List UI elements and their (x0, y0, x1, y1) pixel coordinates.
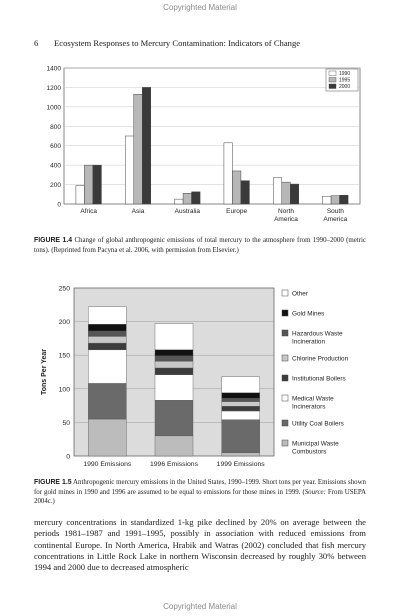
figure-1-4-label: FIGURE 1.4 (34, 237, 73, 244)
bar-segment-1999-emissions-utility-coal-boilers (222, 420, 260, 453)
x-tick-label-asia: Asia (131, 208, 145, 215)
legend-label-hazardous-waste-incineration: Hazardous Waste (292, 330, 343, 338)
bar-segment-1999-emissions-municipal-waste-combustors (222, 453, 260, 456)
page-number: 6 (34, 38, 39, 48)
bar-asia-2000 (142, 87, 151, 204)
bar-segment-1990-emissions-hazardous-waste-incineration (88, 331, 126, 336)
x-tick-label-south-america: America (323, 216, 348, 223)
bar-segment-1999-emissions-hazardous-waste-incineration (222, 398, 260, 401)
legend-swatch-chlorine-production (282, 355, 288, 361)
y-tick-label-200: 200 (58, 319, 70, 327)
bar-asia-1995 (134, 94, 143, 204)
y-tick-label-1400: 1400 (46, 65, 61, 73)
legend-swatch-2000 (329, 84, 336, 89)
bar-australia-2000 (192, 192, 201, 204)
x-tick-label-europe: Europe (226, 208, 248, 215)
plot-area (64, 68, 360, 204)
bar-north-america-1990 (273, 178, 282, 204)
legend-swatch-institutional-boilers (282, 375, 288, 381)
bar-south-america-1990 (323, 196, 332, 204)
y-tick-label-600: 600 (50, 143, 61, 151)
y-tick-label-1200: 1200 (46, 84, 61, 92)
legend-swatch-medical-waste-incinerators (282, 395, 288, 401)
legend-swatch-hazardous-waste-incineration (282, 330, 288, 336)
legend-swatch-other (282, 290, 288, 296)
y-tick-label-800: 800 (50, 123, 61, 131)
legend-label-medical-waste-incinerators: Incinerators (292, 403, 326, 411)
bar-segment-1996-emissions-municipal-waste-combustors (155, 436, 193, 456)
x-tick-label-north-america: North (278, 208, 294, 215)
figure-1-5-source-label: Source: (304, 488, 326, 496)
bar-segment-1999-emissions-chlorine-production (222, 402, 260, 407)
bar-segment-1996-emissions-other (155, 324, 193, 350)
copyright-notice-top: Copyrighted Material (163, 3, 237, 12)
legend-swatch-municipal-waste-combustors (282, 440, 288, 446)
bar-segment-1990-emissions-chlorine-production (88, 336, 126, 343)
y-tick-label-50: 50 (62, 419, 70, 427)
bar-segment-1999-emissions-medical-waste-incinerators (222, 411, 260, 420)
bar-australia-1990 (175, 199, 184, 204)
y-tick-label-200: 200 (50, 182, 61, 190)
bar-north-america-1995 (282, 182, 291, 204)
y-tick-label-0: 0 (66, 453, 70, 461)
legend-label-1990: 1990 (339, 71, 351, 78)
bar-segment-1990-emissions-medical-waste-incinerators (88, 350, 126, 384)
y-tick-label-100: 100 (58, 386, 70, 394)
x-tick-label-south-america: South (326, 208, 344, 215)
bar-segment-1996-emissions-institutional-boilers (155, 368, 193, 375)
y-tick-label-150: 150 (58, 352, 70, 360)
bar-segment-1999-emissions-other (222, 377, 260, 393)
body-paragraph: mercury concentrations in standardized 1-kg pike declined by 20% on average between the periods 1981–1987 and 1991–1995, possibly in association with reduced emissions from continental Europe. In North America, Hrabik and Watras (2002) concluded that fish mercury concentrations in Little Rock Lake in northern Wisconsin decreased by roughly 30% between 1994 and 2000 due to decreased atmospheric (34, 517, 366, 573)
bar-segment-1990-emissions-other (88, 307, 126, 324)
figure-1-4-chart (34, 64, 366, 230)
bar-africa-1995 (84, 165, 93, 204)
x-tick-label-africa: Africa (80, 208, 97, 215)
y-axis-label: Tons Per Year (41, 348, 48, 396)
y-tick-label-400: 400 (50, 162, 61, 170)
legend-label-medical-waste-incinerators: Medical Waste (292, 395, 334, 403)
figure-1-5-chart (34, 282, 366, 476)
y-tick-label-1000: 1000 (46, 104, 61, 112)
bar-australia-1995 (183, 193, 192, 204)
bar-europe-1995 (232, 171, 241, 204)
bar-north-america-2000 (290, 184, 299, 204)
legend-swatch-1990 (329, 71, 336, 76)
legend-label-chlorine-production: Chlorine Production (292, 355, 349, 363)
x-tick-label-australia: Australia (174, 208, 200, 215)
legend-label-municipal-waste-combustors: Municipal Waste (292, 440, 339, 448)
figure-1-5-caption-end: From USEPA 2004c.) (34, 488, 366, 506)
figure-1-4-caption (34, 236, 366, 255)
bar-segment-1999-emissions-gold-mines (222, 393, 260, 398)
x-tick-label-north-america: America (274, 216, 298, 223)
bar-south-america-2000 (340, 195, 349, 204)
legend-label-utility-coal-boilers: Utility Coal Boilers (292, 420, 344, 428)
figure-1-5-label: FIGURE 1.5 (34, 479, 72, 486)
bar-segment-1996-emissions-hazardous-waste-incineration (155, 356, 193, 361)
bar-segment-1990-emissions-municipal-waste-combustors (88, 419, 126, 456)
bar-asia-1990 (125, 136, 134, 204)
bar-south-america-1995 (331, 196, 340, 204)
y-tick-label-0: 0 (57, 201, 61, 209)
x-tick-label-1996-emissions: 1996 Emissions (150, 461, 198, 468)
copyright-notice-bottom: Copyrighted Material (163, 602, 237, 611)
bar-segment-1990-emissions-utility-coal-boilers (88, 383, 126, 419)
legend-label-1995: 1995 (339, 77, 351, 84)
bar-segment-1996-emissions-chlorine-production (155, 361, 193, 368)
legend-swatch-gold-mines (282, 310, 288, 316)
legend-label-institutional-boilers: Institutional Boilers (292, 375, 346, 383)
figure-1-5-caption-text: Anthropogenic mercury emissions in the United States, 1990–1999. Short tons per year. Emissions shown for gold mines in 1990 and 1996 are assumed to be equal to emissions for those mines in 1999. ( (34, 479, 367, 496)
x-tick-label-1990-emissions: 1990 Emissions (83, 461, 132, 468)
bar-segment-1990-emissions-gold-mines (88, 324, 126, 331)
y-tick-label-250: 250 (58, 285, 70, 293)
bar-europe-2000 (241, 181, 250, 204)
bar-segment-1996-emissions-medical-waste-incinerators (155, 375, 193, 401)
legend-label-municipal-waste-combustors: Combustors (292, 448, 327, 456)
legend-label-hazardous-waste-incineration: Incineration (292, 338, 326, 346)
bar-segment-1990-emissions-institutional-boilers (88, 343, 126, 350)
legend-label-other: Other (292, 290, 308, 298)
bar-africa-1990 (76, 186, 85, 204)
bar-africa-2000 (93, 165, 102, 204)
legend-label-2000: 2000 (339, 84, 351, 91)
legend-label-gold-mines: Gold Mines (292, 310, 325, 318)
bar-europe-1990 (224, 143, 233, 204)
bar-segment-1996-emissions-gold-mines (155, 350, 193, 356)
bar-segment-1996-emissions-utility-coal-boilers (155, 400, 193, 436)
x-tick-label-1999-emissions: 1999 Emissions (216, 461, 265, 468)
figure-1-5-caption (34, 478, 366, 507)
legend-swatch-1995 (329, 78, 336, 83)
bar-segment-1999-emissions-institutional-boilers (222, 406, 260, 411)
running-head: Ecosystem Responses to Mercury Contamination: Indicators of Change (54, 38, 301, 48)
legend-swatch-utility-coal-boilers (282, 420, 288, 426)
figure-1-4-caption-text: Change of global anthropogenic emissions of total mercury to the atmosphere from 1990–2000 (metric tons). (Reprinted from Pacyna et al. 2006, with permission from Elsevier.) (34, 237, 366, 254)
